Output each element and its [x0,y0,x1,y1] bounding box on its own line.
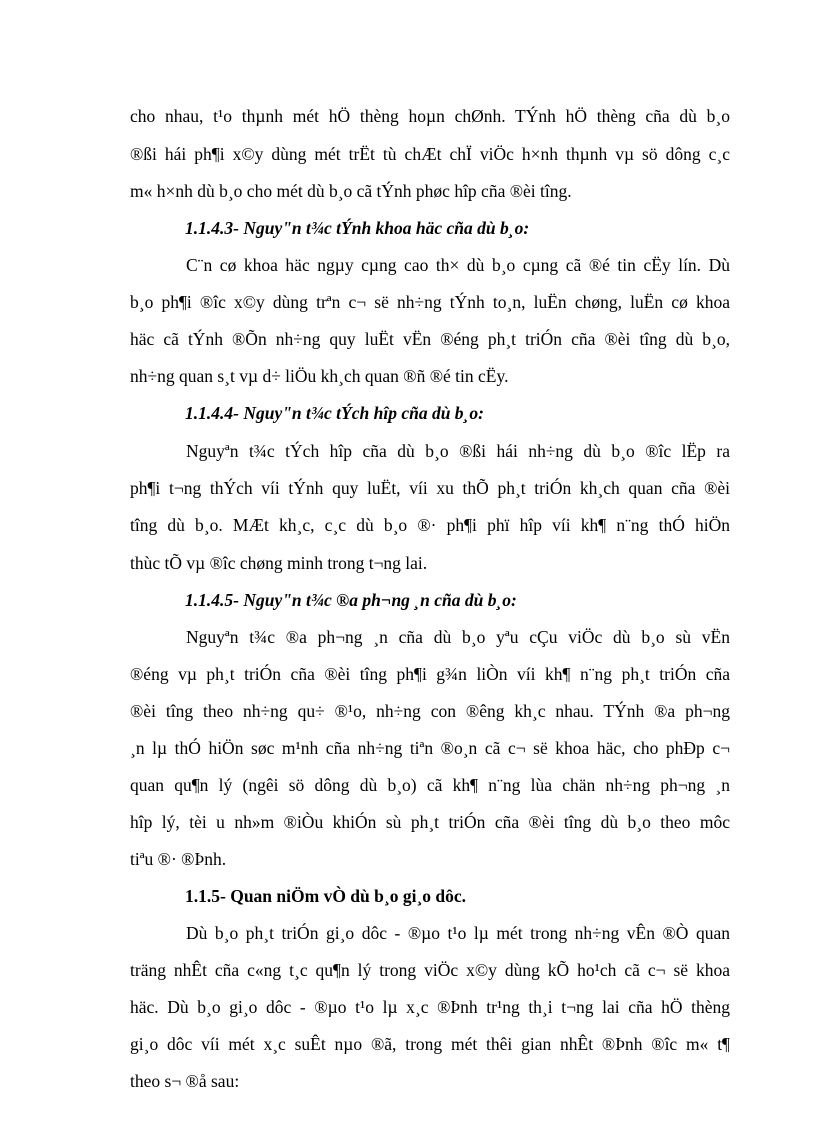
body-text-line: quan qu¶n lý (ngêi sö dông dù b¸o) cã kh¶ n¨ng lùa chän nh÷ng ph¬ng ¸n [130,775,730,795]
body-text-line: häc. Dù b¸o gi¸o dôc - ®µo t¹o lµ x¸c ®Þnh tr¹ng th¸i t¬ng lai cña hÖ thèng [130,997,730,1017]
body-text-line: tîng dù b¸o. MÆt kh¸c, c¸c dù b¸o ®· ph¶i phï hîp víi kh¶ n¨ng thÓ hiÖn [130,515,730,535]
body-text-line: m« h×nh dù b¸o cho mét dù b¸o cã tÝnh phøc hîp cña ®èi tîng. [130,181,572,201]
body-text-line: Dù b¸o ph¸t triÓn gi¸o dôc - ®µo t¹o lµ mét trong nh÷ng vÊn ®Ò quan [186,923,730,943]
body-text-line: tiªu ®· ®Þnh. [130,849,227,869]
body-text-line: b¸o ph¶i ®îc x©y dùng trªn c¬ së nh÷ng tÝnh to¸n, luËn chøng, luËn cø khoa [130,292,730,312]
body-text-line: ®èi tîng theo nh÷ng qu÷ ®¹o, nh÷ng con ®êng kh¸c nhau. TÝnh ®a ph¬ng [130,701,730,721]
body-text-line: häc cã tÝnh ®Õn nh÷ng quy luËt vËn ®éng ph¸t triÓn cña ®èi tîng dù b¸o, [130,329,730,349]
body-text-line: Nguyªn t¾c ®a ph¬ng ¸n cña dù b¸o yªu cÇu viÖc dù b¸o sù vËn [186,627,730,647]
body-text-line: ¸n lµ thÓ hiÖn søc m¹nh cña nh÷ng tiªn ®o¸n cã c¬ së khoa häc, cho phÐp c¬ [130,738,730,758]
body-text-line: ®éng vµ ph¸t triÓn cña ®èi tîng ph¶i g¾n liÒn víi kh¶ n¨ng ph¸t triÓn cña [130,664,730,684]
section-heading-1-1-5: 1.1.5- Quan niÖm vÒ dù b¸o gi¸o dôc. [185,886,467,906]
body-text-line: C¨n cø khoa häc ngµy cµng cao th× dù b¸o cµng cã ®é tin cËy lín. Dù [186,255,730,275]
body-text-line: ph¶i t¬ng thÝch víi tÝnh quy luËt, víi xu thÕ ph¸t triÓn kh¸ch quan cña ®èi [130,478,730,498]
body-text-line: cho nhau, t¹o thµnh mét hÖ thèng hoµn chØnh. TÝnh hÖ thèng cña dù b¸o [130,106,730,126]
section-heading-1-1-4-4: 1.1.4.4- Nguy"n t¾c tÝch hîp cña dù b¸o: [185,403,484,423]
body-text-line: gi¸o dôc víi mét x¸c suÊt nµo ®ã, trong mét thêi gian nhÊt ®Þnh ®îc m« t¶ [130,1034,730,1054]
body-text-line: hîp lý, tèi u nh»m ®iÒu khiÓn sù ph¸t triÓn cña ®èi tîng dù b¸o theo môc [130,812,730,832]
body-text-line: nh÷ng quan s¸t vµ d÷ liÖu kh¸ch quan ®ñ ®é tin cËy. [130,366,509,386]
body-text-line: theo s¬ ®å sau: [130,1071,240,1091]
body-text-line: Nguyªn t¾c tÝch hîp cña dù b¸o ®ßi hái nh÷ng dù b¸o ®îc lËp ra [186,441,730,461]
body-text-line: ®ßi hái ph¶i x©y dùng mét trËt tù chÆt chÏ viÖc h×nh thµnh vµ sö dông c¸c [130,144,730,164]
section-heading-1-1-4-5: 1.1.4.5- Nguy"n t¾c ®a ph¬ng ¸n cña dù b¸o: [185,590,517,610]
body-text-line: thùc tÕ vµ ®îc chøng minh trong t¬ng lai. [130,553,428,573]
section-heading-1-1-4-3: 1.1.4.3- Nguy"n t¾c tÝnh khoa häc cña dù b¸o: [185,218,530,238]
body-text-line: träng nhÊt cña c«ng t¸c qu¶n lý trong viÖc x©y dùng kÕ ho¹ch cã c¬ së khoa [130,960,730,980]
